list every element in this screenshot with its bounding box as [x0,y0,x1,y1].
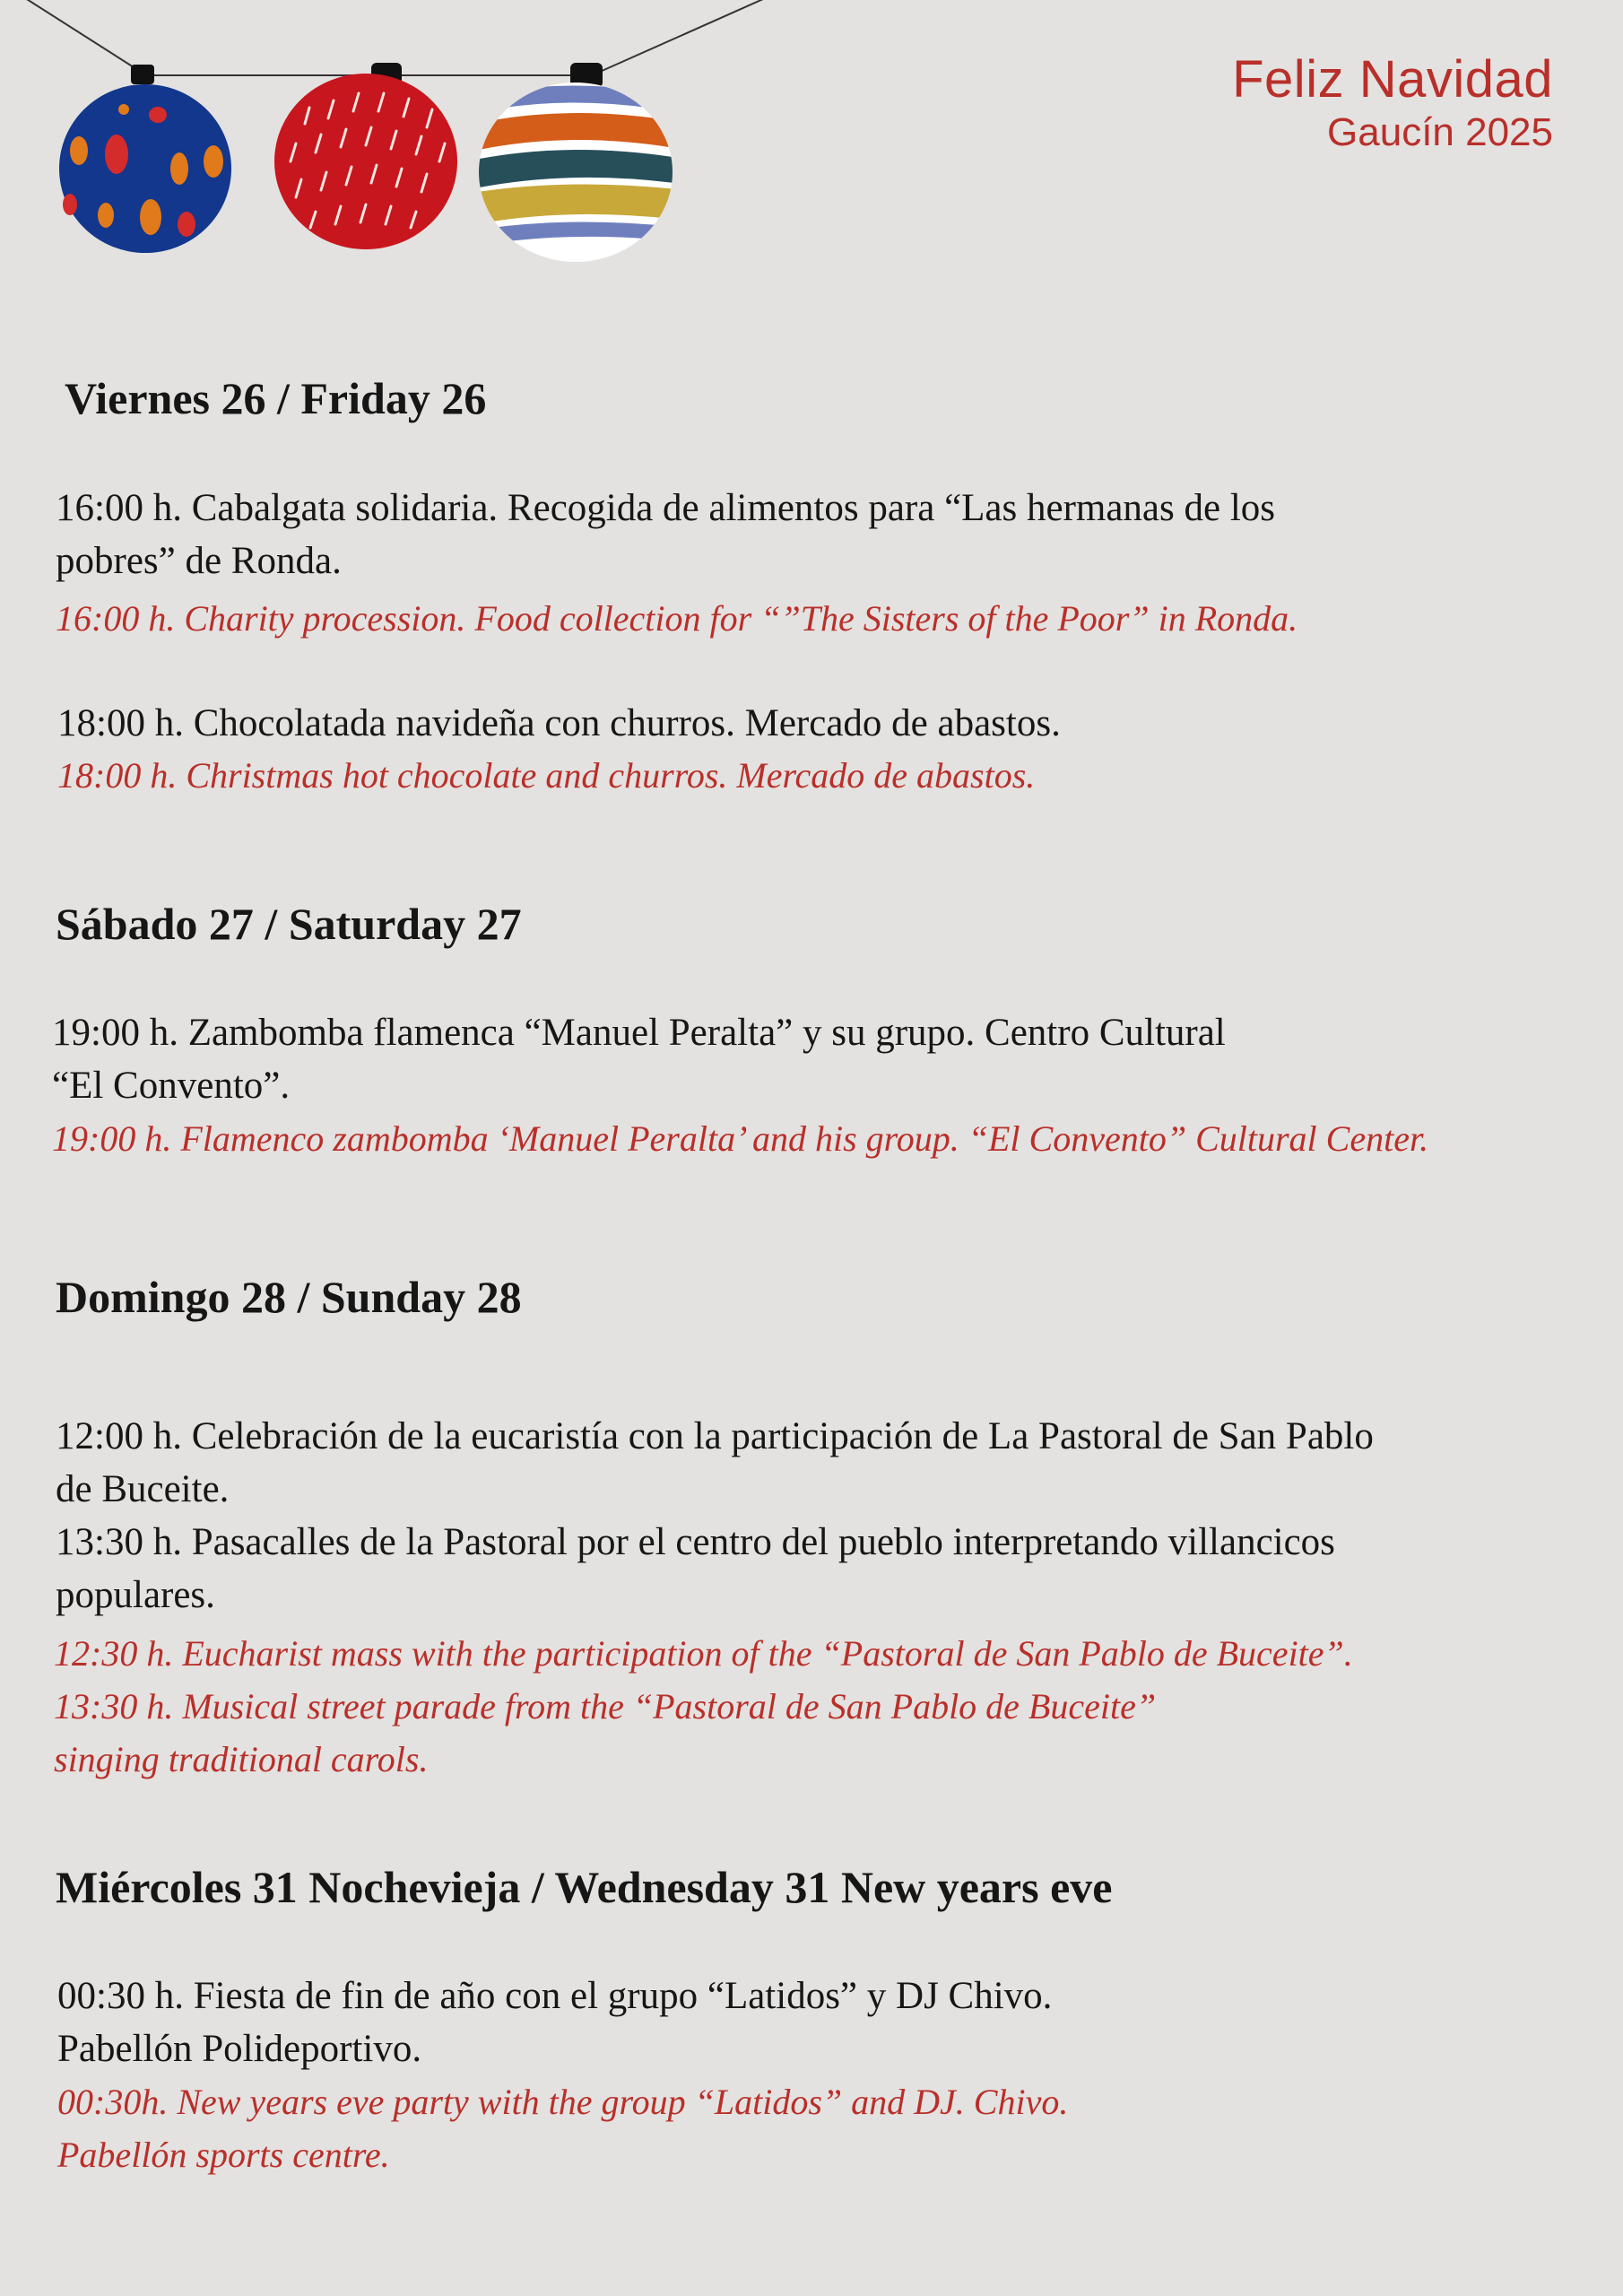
text-line: Pabellón sports centre. [57,2135,390,2175]
text-line: 16:00 h. Cabalgata solidaria. Recogida de alimentos para “Las hermanas de los [56,487,1276,529]
string-right [592,0,771,75]
text-line: 19:00 h. Zambomba flamenca “Manuel Peralta” y su grupo. Centro Cultural [52,1012,1226,1054]
day-heading-friday: Viernes 26 / Friday 26 [65,373,487,423]
header-subtitle: Gaucín 2025 [1327,110,1553,154]
day-heading-saturday: Sábado 27 / Saturday 27 [56,899,522,949]
page-header [1232,50,1553,156]
text-line: de Buceite. [56,1468,230,1510]
event-saturday-1-es [52,1006,1594,1112]
text-line: pobres” de Ronda. [56,540,342,582]
text-line: 18:00 h. Chocolatada navideña con churros. Mercado de abastos. [57,702,1061,744]
text-line: 00:30 h. Fiesta de fin de año con el grupo “Latidos” y DJ Chivo. [57,1975,1053,2017]
banded-bauble-icon [466,63,699,269]
red-striped-bauble-icon [274,63,457,249]
text-line: 12:00 h. Celebración de la eucaristía con la participación de La Pastoral de San Pablo [56,1415,1374,1457]
day-heading-sunday: Domingo 28 / Sunday 28 [56,1272,522,1322]
day-heading-wednesday: Miércoles 31 Nochevieja / Wednesday 31 New years eve [56,1862,1113,1912]
event-friday-1-es [56,482,1598,587]
event-sunday-en [54,1627,1596,1786]
ornament-garland [0,0,807,287]
event-wednesday-es [57,1970,1600,2075]
header-title: Feliz Navidad [1232,50,1553,109]
event-friday-1-en [56,592,1598,645]
text-line: 16:00 h. Charity procession. Food collection for “”The Sisters of the Poor” in Ronda. [56,598,1298,639]
event-friday-2-en [57,749,1600,802]
text-line: 13:30 h. Pasacalles de la Pastoral por el centro del pueblo interpretando villancicos [56,1521,1335,1563]
text-line: 12:30 h. Eucharist mass with the participation of the “Pastoral de San Pablo de Buceite”. [54,1633,1353,1674]
text-line: 00:30h. New years eve party with the group “Latidos” and DJ. Chivo. [57,2082,1069,2122]
text-line: “El Convento”. [52,1065,291,1107]
text-line: Pabellón Polideportivo. [57,2028,422,2070]
event-wednesday-en [57,2075,1600,2181]
text-line: populares. [56,1574,215,1616]
text-line: 19:00 h. Flamenco zambomba ‘Manuel Peralta’ and his group. “El Convento” Cultural Center. [52,1118,1429,1159]
string-left [0,0,143,74]
blue-spotted-bauble-icon [59,65,231,253]
text-line: 18:00 h. Christmas hot chocolate and churros. Mercado de abastos. [57,755,1036,796]
event-saturday-1-en [52,1112,1594,1165]
event-sunday-es [56,1410,1598,1622]
text-line: 13:30 h. Musical street parade from the “Pastoral de San Pablo de Buceite” [54,1686,1157,1726]
text-line: singing traditional carols. [54,1739,429,1779]
event-friday-2-es [57,697,1600,750]
